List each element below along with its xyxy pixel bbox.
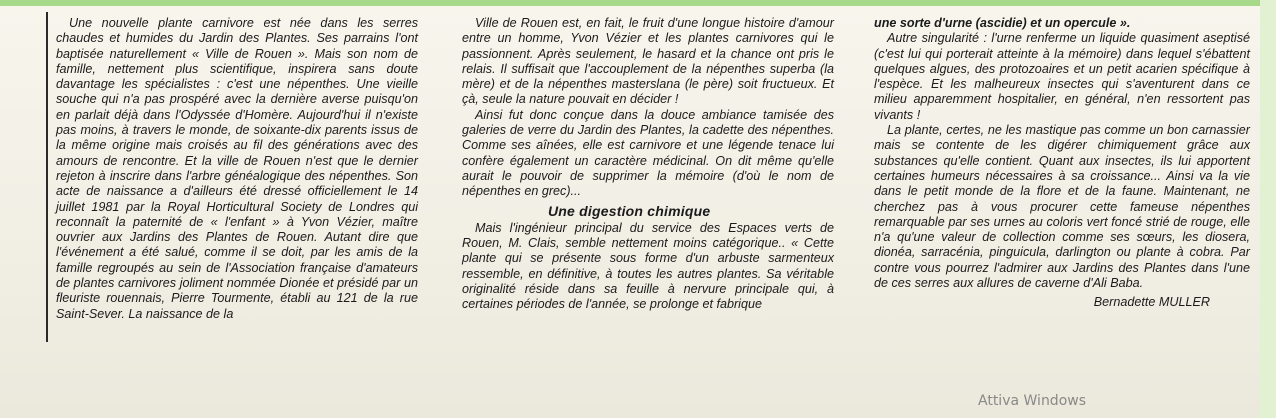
newspaper-clipping: [0, 6, 1260, 418]
article-column-3: [874, 16, 1250, 311]
author-signature: Bernadette MULLER: [1093, 295, 1210, 310]
left-column-rule: [46, 12, 48, 342]
article-column-1: [56, 16, 418, 322]
paragraph: Une nouvelle plante carnivore est née dans les serres chaudes et humides du Jardin des Plantes. Ses parrains l'ont baptisée naturellement « Ville de Rouen ». Mais son nom de famille, nettement plus scientifique, inspirera sans doute davantage les spécialistes : c'est une népenthes. Une vieille souche qui n'a pas prospéré avec la dernière averse puisqu'on en parlait déjà dans l'Odyssée d'Homère. Aujourd'hui il n'existe pas moins, à travers le monde, de soixante-dix parents issus de la même origine mais croisés au fil des générations avec des amours de rencontre. Et la ville de Rouen n'est que le dernier rejeton à inscrire dans l'arbre généalogique des népenthes. Son acte de naissance a d'ailleurs été dressé officiellement le 14 juillet 1981 par la Royal Horticultural Society de Londres qui reconnaît la paternité de « l'enfant » à Yvon Vézier, maître ouvrier aux Jardins des Plantes de Rouen. Autant dire que l'événement a été salué, comme il se doit, par les amis de la famille regroupés au sein de l'Association française d'amateurs de plantes carnivores joliment nommée Dionée et présidé par un fleuriste rouennais, Pierre Tourmente, établi au 121 de la rue Saint-Sever. La naissance de la: [56, 16, 418, 321]
paragraph: La plante, certes, ne les mastique pas comme un bon carnassier mais se contente de les digérer chimiquement grâce aux substances qu'elle contient. Quant aux insectes, ils lui apportent certaines humeurs nécessaires à sa croissance... Ainsi va la vie dans le petit monde de la flore et de la faune. Maintenant, ne cherchez pas à vous procurer cette fameuse népenthes remarquable par ses urnes au coloris vert foncé strié de rouge, elle n'a qu'une valeur de collection comme ses sœurs, les diosera, dionéa, sarracénia, pinguicula, darlington ou plante à cobra. Par contre vous pourrez l'admirer aux Jardins des Plantes dans l'une de ces serres aux allures de caverne d'Ali Baba.: [874, 123, 1250, 291]
windows-activation-watermark: Attiva Windows: [978, 393, 1087, 409]
section-heading: Une digestion chimique: [548, 202, 711, 219]
right-edge-strip: [1260, 0, 1276, 418]
paragraph: Autre singularité : l'urne renferme un liquide quasiment aseptisé (c'est lui qui porterait atteinte à la mémoire) dans lequel s'ébattent quelques algues, des protozoaires et un petit acarien spécifique à l'espèce. Et les malheureux insectes qui s'aventurent dans ce milieu apparemment hospitalier, en général, n'en ressortent pas vivants !: [874, 31, 1250, 122]
article-column-2: [462, 16, 834, 313]
paragraph: Ville de Rouen est, en fait, le fruit d'une longue histoire d'amour entre un homme, Yvon Vézier et les plantes carnivores qui le passionnent. Après seulement, le hasard et la chance ont pris le relais. Il suffisait que l'accouplement de la népenthes superba (la mère) et de la népenthes masterslana (le père) soit fructueux. Et çà, seule la nature pouvait en décider !: [462, 16, 834, 107]
paragraph: Mais l'ingénieur principal du service des Espaces verts de Rouen, M. Clais, semble nettement moins catégorique.. « Cette plante qui se présente sous forme d'un arbuste sarmenteux ressemble, en définitive, à toutes les autres plantes. Sa véritable originalité réside dans sa feuille à nervure principale qui, à certaines périodes de l'année, se prolonge et fabrique: [462, 220, 834, 312]
paragraph: une sorte d'urne (ascidie) et un opercule ».: [874, 16, 1131, 30]
paragraph: Ainsi fut donc conçue dans la douce ambiance tamisée des galeries de verre du Jardin des Plantes, la cadette des népenthes. Comme ses aînées, elle est carnivore et une légende tenace lui confère également un caractère médicinal. On dit même qu'elle aurait le pouvoir de supprimer la mémoire (d'où le nom de népenthes en grec)...: [462, 107, 834, 199]
